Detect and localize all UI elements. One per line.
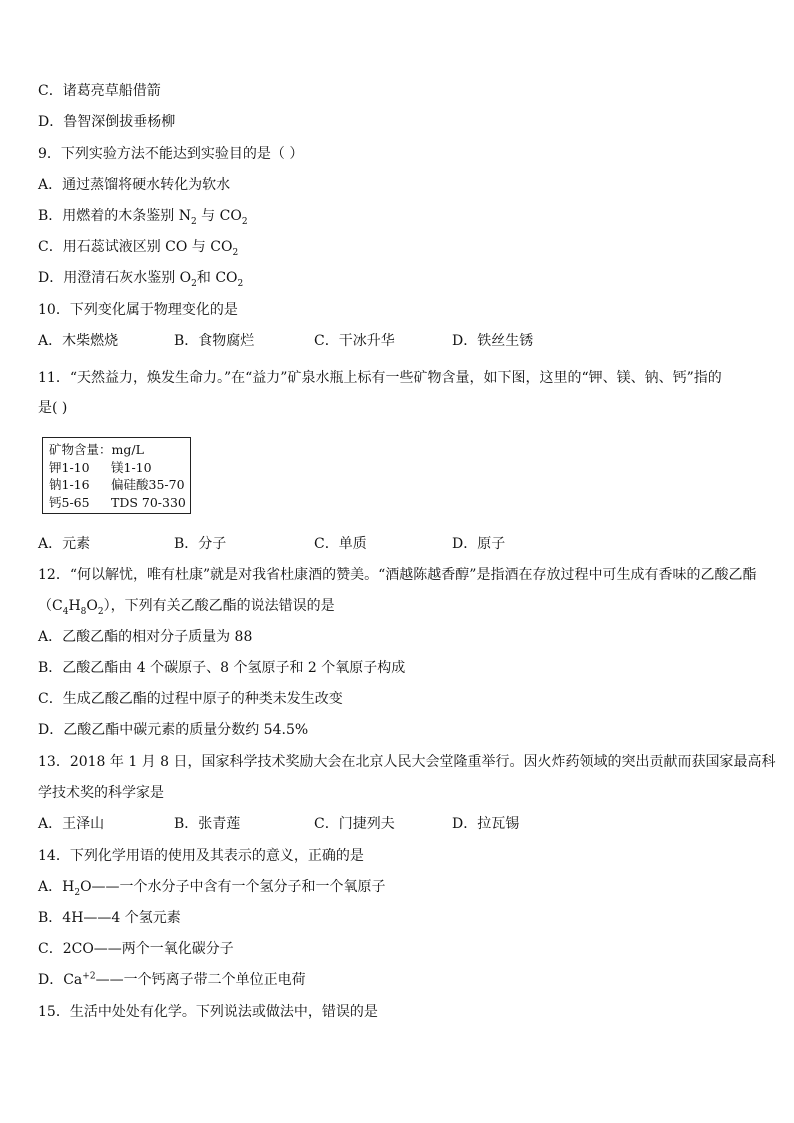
q13-option-a: A．王泽山 <box>38 816 105 832</box>
q9-option-c <box>38 238 238 256</box>
q9-c-sub: 2 <box>232 247 239 258</box>
mineral-row <box>49 476 190 494</box>
q9-d-text: D．用澄清石灰水鉴别 O <box>38 270 192 286</box>
q12-sub: 4 <box>62 606 69 617</box>
q12-sub: 8 <box>80 606 87 617</box>
q12-formula-h: H <box>68 598 81 614</box>
q13-option-c: C．门捷列夫 <box>314 816 395 832</box>
q14-option-a <box>38 878 386 896</box>
q14-option-c: C．2CO——两个一氧化碳分子 <box>38 941 234 957</box>
q13-option-d: D．拉瓦锡 <box>452 816 520 832</box>
q12-stem-line1: 12．“何以解忧，唯有杜康”就是对我省杜康酒的赞美。“酒越陈越香醇”是指酒在存放过程中可生成有香味的乙酸乙酯 <box>38 567 757 583</box>
mineral-cell: 钙5-65 <box>49 494 90 510</box>
q12-stem-line2 <box>38 597 335 615</box>
q10-options <box>38 332 758 350</box>
q12-formula-open: （C <box>38 598 63 614</box>
q13-stem-line2: 学技术奖的科学家是 <box>38 785 164 801</box>
q14-stem: 14．下列化学用语的使用及其表示的意义，正确的是 <box>38 848 364 864</box>
q9-d-text2: 和 CO <box>196 270 238 286</box>
q9-b-sub: 2 <box>191 216 197 227</box>
q14-d-text2: ——一个钙离子带二个单位正电荷 <box>95 972 306 988</box>
q8-option-c: C．诸葛亮草船借箭 <box>38 83 161 99</box>
q11-option-c: C．单质 <box>314 536 367 552</box>
mineral-cell: TDS 70-330 <box>111 494 186 510</box>
mineral-cell: 偏硅酸35-70 <box>111 477 185 492</box>
mineral-content-box <box>42 437 191 514</box>
mineral-box-title: 矿物含量：mg/L <box>49 442 144 457</box>
q11-stem-line1: 11．“天然益力，焕发生命力。”在“益力”矿泉水瓶上标有一些矿物含量，如下图，这里的“钾、镁、钠、钙”指的 <box>38 370 722 386</box>
mineral-row <box>49 459 190 477</box>
q13-options <box>38 815 758 833</box>
q12-sub: 2 <box>97 606 104 617</box>
q10-option-b: B．食物腐烂 <box>174 333 255 349</box>
mineral-cell: 钾1-10 <box>49 459 90 475</box>
mineral-cell: 镁1-10 <box>111 459 152 475</box>
q14-a-text2: O——一个水分子中含有一个氢分子和一个氧原子 <box>80 879 386 895</box>
q9-stem: 9．下列实验方法不能达到实验目的是（ ） <box>38 146 304 162</box>
q10-option-c: C．干冰升华 <box>314 333 395 349</box>
q9-option-b <box>38 207 248 225</box>
q11-options <box>38 535 758 553</box>
q14-option-d <box>38 971 306 989</box>
q11-option-b: B．分子 <box>174 536 227 552</box>
q11-stem-line2: 是( ) <box>38 400 68 416</box>
q10-option-a: A．木柴燃烧 <box>38 333 119 349</box>
q11-option-a: A．元素 <box>38 536 91 552</box>
q14-a-text: A．H <box>38 879 75 895</box>
q9-d-sub: 2 <box>191 278 197 289</box>
q12-option-b: B．乙酸乙酯由 4 个碳原子、8 个氢原子和 2 个氧原子构成 <box>38 660 406 676</box>
q14-d-text: D．Ca <box>38 972 83 988</box>
q12-option-c: C．生成乙酸乙酯的过程中原子的种类未发生改变 <box>38 691 343 707</box>
q15-stem: 15．生活中处处有化学。下列说法或做法中，错误的是 <box>38 1004 378 1020</box>
q11-option-d: D．原子 <box>452 536 506 552</box>
q12-option-a: A．乙酸乙酯的相对分子质量为 88 <box>38 629 253 645</box>
q13-stem-line1: 13．2018 年 1 月 8 日，国家科学技术奖励大会在北京人民大会堂隆重举行。因火炸药领域的突出贡献而获国家最高科 <box>38 754 776 770</box>
mineral-row <box>49 494 190 512</box>
q9-b-text2: 与 CO <box>196 208 242 224</box>
mineral-cell: 钠1-16 <box>49 477 90 492</box>
q12-formula-o: O <box>86 598 98 614</box>
q9-b-sub2: 2 <box>241 216 248 227</box>
q14-a-sub: 2 <box>74 887 81 898</box>
q12-option-d: D．乙酸乙酯中碳元素的质量分数约 54.5% <box>38 722 309 738</box>
q13-option-b: B．张青莲 <box>174 816 241 832</box>
q9-b-text: B．用燃着的木条鉴别 N <box>38 208 191 224</box>
q9-option-a: A．通过蒸馏将硬水转化为软水 <box>38 177 231 193</box>
q9-d-sub2: 2 <box>237 278 244 289</box>
q10-option-d: D．铁丝生锈 <box>452 333 534 349</box>
q14-option-b: B．4H——4 个氢元素 <box>38 910 181 926</box>
q14-d-sup: +2 <box>82 971 96 982</box>
q12-stem-rest: ），下列有关乙酸乙酯的说法错误的是 <box>103 598 335 614</box>
q10-stem: 10．下列变化属于物理变化的是 <box>38 302 238 318</box>
q9-c-text: C．用石蕊试液区别 CO 与 CO <box>38 239 233 255</box>
q8-option-d: D．鲁智深倒拔垂杨柳 <box>38 114 176 130</box>
q9-option-d <box>38 269 243 287</box>
